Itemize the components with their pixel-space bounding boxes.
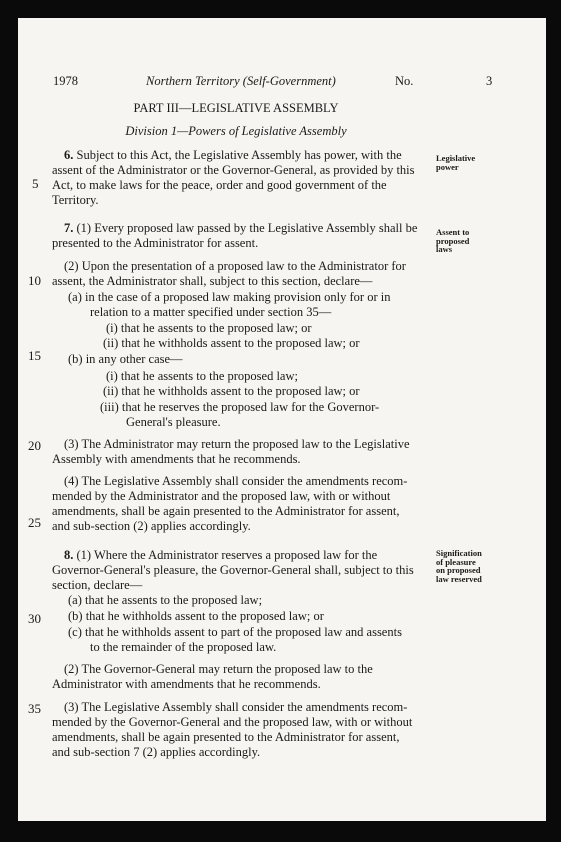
- section-7-2-b: (b) in any other case—: [68, 352, 183, 366]
- line-number: 5: [32, 176, 39, 191]
- section-8-1-c: (c) that he withholds assent to part of the proposed law and assents to the remainder of the proposed law.: [68, 625, 402, 654]
- part-heading: PART III—LEGISLATIVE ASSEMBLY: [133, 101, 339, 115]
- section-7-2-a: (a) in the case of a proposed law making provision only for or in relation to a matter specified under section 35—: [68, 290, 391, 319]
- line-number: 15: [28, 348, 41, 363]
- section-8-1-a: (a) that he assents to the proposed law;: [68, 593, 263, 607]
- section-7-4: (4) The Legislative Assembly shall consider the amendments recom- mended by the Administrator and the proposed law, with or without amendments, shall be again presented to the Administrator for assent, and sub-section (2) applies accordingly.: [52, 474, 408, 533]
- section-7-2-b-iii: (iii) that he reserves the proposed law for the Governor- General's pleasure.: [100, 400, 380, 429]
- header-year: 1978: [53, 74, 78, 88]
- header-act-title: Northern Territory (Self-Government): [146, 74, 336, 88]
- page: [18, 18, 546, 821]
- header-no-label: No.: [395, 74, 414, 88]
- page-number: 3: [486, 74, 493, 88]
- margin-note-legislative-power: Legislative power: [436, 153, 476, 172]
- margin-note-signification-of-pleasure: Signification of pleasure on proposed law reserved: [436, 548, 482, 584]
- section-7-2-b-ii: (ii) that he withholds assent to the proposed law; or: [103, 384, 360, 398]
- section-7-2-line: assent, the Administrator shall, subject to this section, declare—: [52, 274, 373, 288]
- section-7-2-a-i: (i) that he assents to the proposed law; or: [106, 321, 312, 335]
- division-heading: Division 1—Powers of Legislative Assembly: [125, 124, 347, 138]
- section-number: 7.: [64, 221, 74, 235]
- section-8-1-b: (b) that he withholds assent to the proposed law; or: [68, 609, 324, 623]
- section-7-1: [52, 221, 428, 251]
- section-7-2: [52, 259, 428, 289]
- section-8-2: (2) The Governor-General may return the proposed law to the Administrator with amendments that he recommends.: [52, 662, 373, 691]
- section-6-line: Subject to this Act, the Legislative Assembly has power, with the: [76, 148, 402, 162]
- section-6-line: assent of the Administrator or the Governor-General, as provided by this: [52, 163, 415, 177]
- line-number: 10: [28, 273, 41, 288]
- section-6-line: Territory.: [52, 193, 99, 207]
- margin-note-assent-to-proposed-laws: Assent to proposed laws: [436, 227, 470, 254]
- line-number: 35: [28, 701, 41, 716]
- section-number: 8.: [64, 548, 74, 562]
- section-7-2-b-i: (i) that he assents to the proposed law;: [106, 369, 298, 383]
- section-8-1: 8. (1) Where the Administrator reserves a proposed law for the Governor-General's pleasure, the Governor-General shall, subject to this section, declare—: [52, 548, 414, 592]
- section-7-1-line: presented to the Administrator for assent.: [52, 236, 259, 250]
- section-7-2-a-ii: (ii) that he withholds assent to the proposed law; or: [103, 336, 360, 350]
- section-7-3: (3) The Administrator may return the proposed law to the Legislative Assembly with amendments that he recommends.: [52, 437, 410, 466]
- line-number: 25: [28, 515, 41, 530]
- section-6: 6. Subject to this Act, the Legislative Assembly has power, with the assent of the Administrator or the Governor-General, as provided by this Act, to make laws for the peace, order and good government of the Territory.: [52, 148, 428, 208]
- section-7-1-line: 7. (1) Every proposed law passed by the Legislative Assembly shall be: [64, 221, 418, 235]
- line-number: 30: [28, 611, 41, 626]
- section-6-line: Act, to make laws for the peace, order and good government of the: [52, 178, 387, 192]
- line-number: 20: [28, 438, 41, 453]
- section-7-2-line: (2) Upon the presentation of a proposed law to the Administrator for: [64, 259, 406, 273]
- section-8-3: (3) The Legislative Assembly shall consider the amendments recom- mended by the Governor-General and the proposed law, with or without amendments, shall be again presented to the Administrator for assent, and sub-section 7 (2) applies accordingly.: [52, 700, 413, 759]
